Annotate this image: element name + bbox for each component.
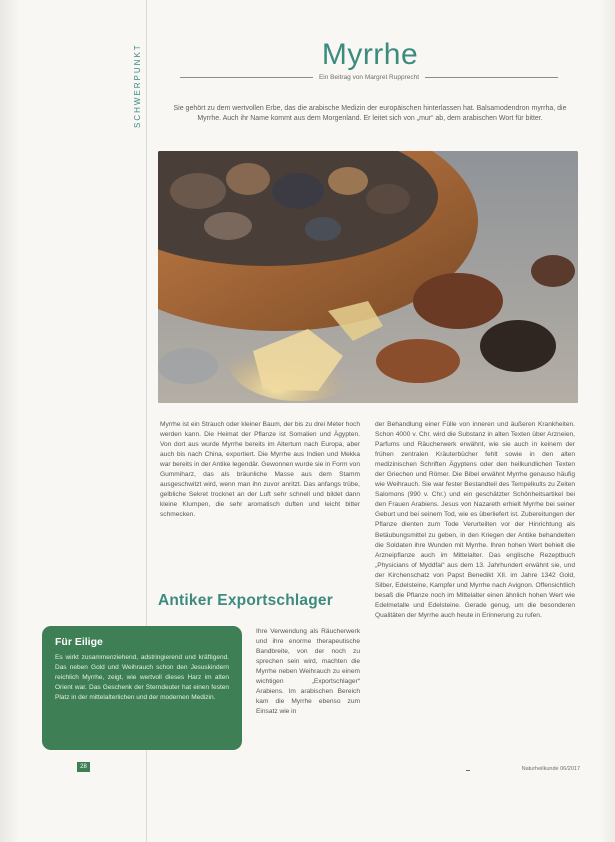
byline: Ein Beitrag von Margret Rupprecht <box>318 73 420 81</box>
body-column-left: Myrrhe ist ein Strauch oder kleiner Baum, der bis zu drei Meter hoch werden kann. Die Heimat der Pflanze ist Somalien und Ägypten. Von dort aus wurde Myrrhe bereits im Altertum nach Europa, aber auch bis nach China, exportiert. Die Myrrhe aus Indien und Mekka war bereits in der Antike legendär. Gewonnen wurde sie in Form von Gummiharz, das als bräunliche Masse aus dem Stamm ausgeschwitzt wird, wenn man ihn zuvor anritzt. Das anfangs trübe, gelbliche Sekret trocknet an der Luft sehr schnell und bildet dann kleine Klumpen, die sehr aromatisch duften und leicht bitter schmecken. <box>160 421 360 519</box>
section-label: SCHWERPUNKT <box>133 43 142 128</box>
summary-infobox <box>42 626 242 750</box>
intro-paragraph: Sie gehört zu dem wertvollen Erbe, das die arabische Medizin der europäischen hinterlassen hat. Balsamodendron myrrha, die Myrrhe. Auch ihr Name kommt aus dem Morgenland. Er leitet sich von „mur“ ab, dem arabischen Wort für bitter. <box>173 105 567 122</box>
byline-rule-right <box>425 77 558 78</box>
publication-footer: Naturheilkunde 06/2017 <box>521 766 580 772</box>
byline-row <box>180 72 558 82</box>
page-number: 28 <box>77 762 90 772</box>
section-subheading: Antiker Exportschlager <box>158 592 333 609</box>
body-column-middle: Ihre Verwendung als Räucherwerk und ihre enorme therapeutische Bandbreite, von der noch zu sprechen sein wird, machten die Myrrhe neben Weihrauch zu einem wichtigen „Exportschlager“ Arabiens. Im arabischen Bereich kam die Myrrhe ebenso zum Einsatz wie in <box>256 628 360 716</box>
article-title: Myrrhe <box>321 38 419 72</box>
footer-dash <box>466 770 470 771</box>
infobox-text: Es wirkt zusammenziehend, adstringierend und kräftigend. Das neben Gold und Weihrauch schon den Jesuskindern reichlich Myrrhe, zeigt, wie wertvoll dieses Harz im alten Orient war. Das Geschenk der Sterndeuter hat einen festen Platz in der mittelalterlichen und der modernen Medizin. <box>55 654 229 701</box>
body-column-right: der Behandlung einer Fülle von inneren und äußeren Krankheiten. Schon 4000 v. Chr. wird die Substanz in alten Texten über Arzneien, Parfums und Räucherwerk erwähnt, wie sie auch in keinem der frühen zentralen Kräuterbücher fehlt sowie in den alten medizinischen Schriften Ägyptens oder den heilkundlichen Texten der Griechen und Römer. Die Bibel erwähnt Myrrhe genauso häufig wie Weihrauch. Sie war fester Bestandteil des Tempelkults zu Zeiten Salomons (990 v. Chr.) und ein geschätzter Schönheitsartikel bei den Frauen Arabiens. Jesus von Nazareth erhielt Myrrhe bei seiner Geburt und bei seinem Tod, wie es überliefert ist. Zubereitungen der Pflanze dienten zum Tode Verurteilten vor der Hinrichtung als Betäubungsmittel zu geben, in den Kriegen der Antike behandelten die Soldaten ihre Wunden mit Myrrhe. Ihren hohen Wert behielt die Arzneipflanze auch im Mittelalter. Das englische Rezeptbuch „Physicians of Myddfai“ aus dem 13. Jahrhundert erwähnt sie, und der Kirchenschatz von Papst Benedikt XII. im Jahre 1342 Gold, Silber, Edelsteine, Kampfer und Myrrhe nach Avignon. Offensichtlich besaß die Pflanze noch im Mittelalter einen ähnlich hohen Wert wie Edelmetalle und Edelsteine. Gerade genug, um die besonderen Qualitäten der Myrrhe auch heute in Erinnerung zu rufen. <box>375 421 575 619</box>
infobox-title: Für Eilige <box>55 636 103 648</box>
byline-rule-left <box>180 77 313 78</box>
myrrh-resin-photo <box>158 151 578 403</box>
